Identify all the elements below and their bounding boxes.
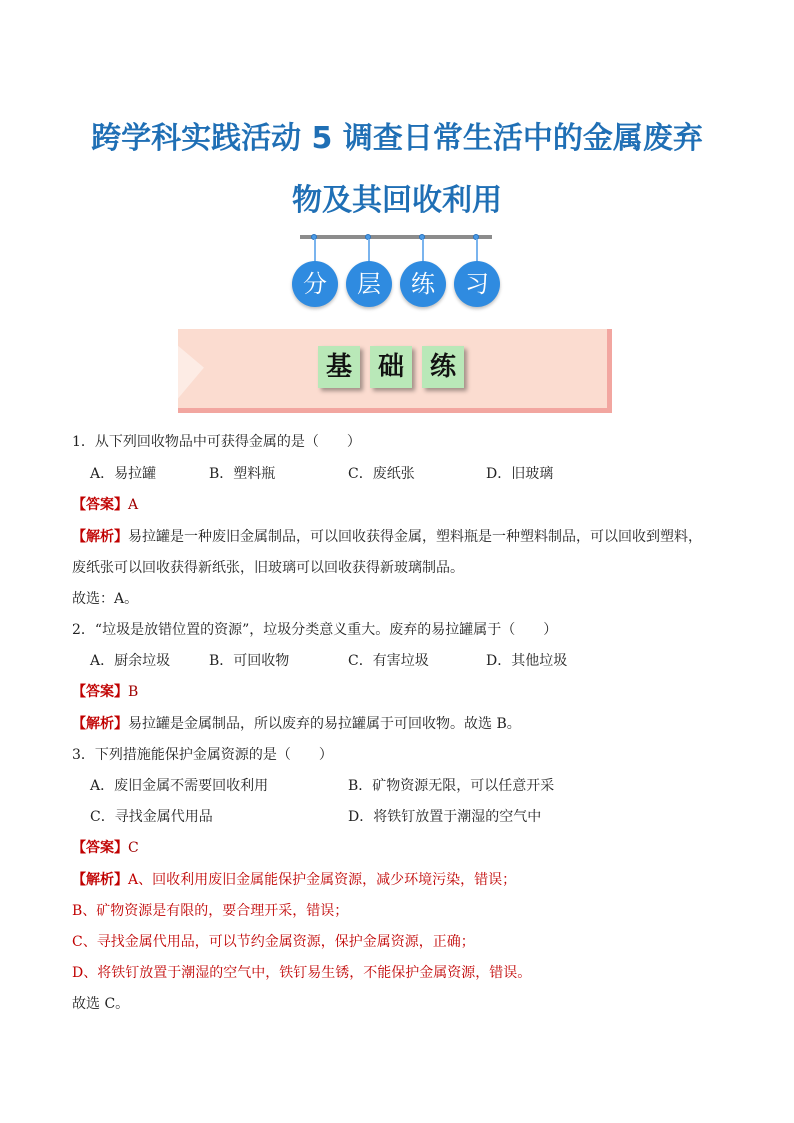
q1-option-b: B．塑料瓶 [209,466,276,482]
q2-option-a: A．厨余垃圾 [90,653,171,669]
title-line-2: 物及其回收利用 [292,183,502,218]
q1-analysis-line-1 [72,527,702,547]
q3-option-b: B．矿物资源无限，可以任意开采 [348,778,555,794]
q1-option-c: C．废纸张 [348,466,415,482]
bar-stem [368,239,370,263]
q1-analysis-text: 易拉罐是一种废旧金属制品，可以回收获得金属，塑料瓶是一种塑料制品，可以回收到塑料， [128,529,702,545]
q2-option-b: B．可回收物 [209,653,290,669]
q2-stem: 2．“垃圾是放错位置的资源”，垃圾分类意义重大。废弃的易拉罐属于（ ） [72,622,558,638]
q2-option-c: C．有害垃圾 [348,653,429,669]
q2-answer-value: B [128,684,139,700]
q3-option-d: D．将铁钉放置于潮湿的空气中 [348,809,542,825]
q1-option-d: D．旧玻璃 [486,466,554,482]
section-circle: 层 [346,261,392,307]
q1-analysis-line-2: 废纸张可以回收获得新纸张，旧玻璃可以回收获得新玻璃制品。 [72,560,464,576]
q2-analysis-line-1 [72,714,521,734]
q3-analysis-line-4: D、将铁钉放置于潮湿的空气中，铁钉易生锈，不能保护金属资源，错误。 [72,965,532,981]
q3-option-a: A．废旧金属不需要回收利用 [90,778,269,794]
q2-option-d: D．其他垃圾 [486,653,568,669]
analysis-label: 【解析】 [72,872,128,888]
bar-stem [314,239,316,263]
q1-answer [72,495,138,515]
analysis-label: 【解析】 [72,716,128,732]
q1-stem: 1．从下列回收物品中可获得金属的是（ ） [72,434,361,450]
answer-label: 【答案】 [72,497,128,513]
title-line-1: 跨学科实践活动 5 调查日常生活中的金属废弃 [91,121,703,156]
q2-answer [72,682,138,702]
q3-stem: 3．下列措施能保护金属资源的是（ ） [72,747,333,763]
q3-answer-value: C [128,840,139,856]
bar-stem [476,239,478,263]
q3-analysis-line-1 [72,870,516,890]
q1-answer-value: A [128,497,139,513]
q2-analysis-text: 易拉罐是金属制品，所以废弃的易拉罐属于可回收物。故选 B。 [128,716,521,732]
header-bar [300,235,492,239]
q3-analysis-line-2: B、矿物资源是有限的，要合理开采，错误； [72,903,349,919]
q1-option-a: A．易拉罐 [90,466,157,482]
answer-label: 【答案】 [72,840,128,856]
bar-stem [422,239,424,263]
page-title [40,108,754,232]
q1-conclusion: 故选：A。 [72,591,139,607]
analysis-label: 【解析】 [72,529,128,545]
answer-label: 【答案】 [72,684,128,700]
q3-analysis-line-3: C、寻找金属代用品，可以节约金属资源，保护金属资源，正确； [72,934,475,950]
q3-conclusion: 故选 C。 [72,996,130,1012]
banner-shine [178,329,204,413]
section-banner [178,329,612,413]
section-circle: 练 [400,261,446,307]
banner-tile: 练 [422,346,464,388]
q3-answer [72,838,139,858]
banner-tile: 基 [318,346,360,388]
section-circle: 分 [292,261,338,307]
section-circle: 习 [454,261,500,307]
q3-option-c: C．寻找金属代用品 [90,809,213,825]
q3-analysis-text: A、回收利用废旧金属能保护金属资源，减少环境污染，错误； [128,872,517,888]
banner-tile: 础 [370,346,412,388]
